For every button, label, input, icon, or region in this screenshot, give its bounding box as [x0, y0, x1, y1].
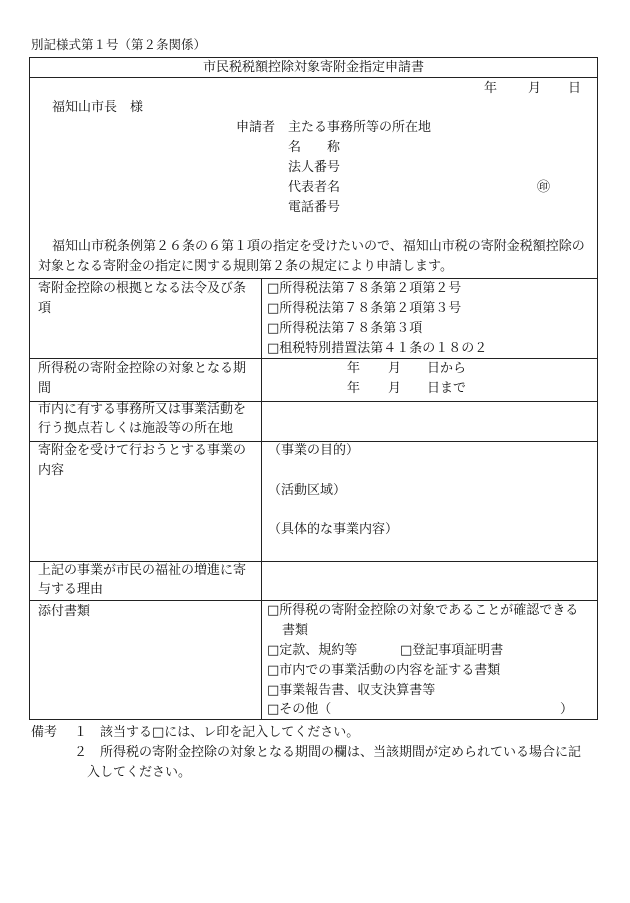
- attachment-option-2[interactable]: □定款、規約等: [267, 643, 358, 658]
- field-representative: 代表者名: [288, 180, 341, 195]
- attachment-option-1[interactable]: □所得税の寄附金控除の対象であることが確認できる: [267, 603, 579, 618]
- project-purpose: （事業の目的）: [268, 443, 360, 458]
- attachment-option-3[interactable]: □登記事項証明書: [400, 643, 504, 658]
- law-basis-label-1: 寄附金控除の根拠となる法令及び条: [38, 281, 247, 296]
- period-to-year: 年: [347, 381, 361, 396]
- row-divider-law: [29, 278, 598, 279]
- welfare-label-1: 上記の事業が市民の福祉の増進に寄: [38, 563, 247, 578]
- attachment-option-1-cont: 書類: [282, 623, 309, 638]
- title-divider: [29, 77, 598, 78]
- period-to-month: 月: [388, 381, 402, 396]
- field-address: 主たる事務所等の所在地: [288, 120, 432, 135]
- period-label-1: 所得税の寄附金控除の対象となる期: [38, 361, 247, 376]
- law-basis-label-2: 項: [38, 301, 52, 316]
- note-1-text: 該当する□には、レ印を記入してください。: [100, 725, 360, 740]
- attachment-option-other[interactable]: □その他（: [267, 702, 332, 717]
- period-from-month: 月: [388, 361, 402, 376]
- note-2-number: ２: [74, 745, 88, 760]
- form-code: 別記様式第１号（第２条関係）: [31, 37, 207, 52]
- period-label-2: 間: [38, 381, 52, 396]
- application-form: [29, 57, 598, 720]
- attachments-label: 添付書類: [38, 604, 91, 619]
- office-label-2: 行う拠点若しくは施設等の所在地: [38, 421, 234, 436]
- note-1-number: １: [74, 725, 88, 740]
- note-2-text-cont: 入してください。: [87, 765, 192, 780]
- field-phone: 電話番号: [288, 200, 341, 215]
- row-divider-attachments: [29, 600, 598, 601]
- office-label-1: 市内に有する事務所又は事業活動を: [38, 402, 247, 417]
- date-day: 日: [568, 81, 582, 96]
- request-text-line-1: 福知山市税条例第２６条の６第１項の指定を受けたいので、福知山市税の寄附金税額控除の: [52, 239, 585, 254]
- law-option-3[interactable]: □所得税法第７８条第３項: [267, 321, 423, 336]
- applicant-label: 申請者: [236, 120, 276, 135]
- seal-mark: ㊞: [537, 180, 551, 195]
- law-option-1[interactable]: □所得税法第７８条第２項第２号: [267, 281, 462, 296]
- welfare-label-2: 与する理由: [38, 582, 104, 597]
- project-label-2: 内容: [38, 463, 65, 478]
- period-from-year: 年: [347, 361, 361, 376]
- field-name: 名 称: [288, 140, 341, 155]
- date-year: 年: [484, 81, 498, 96]
- addressee: 福知山市長 様: [52, 100, 144, 115]
- period-to-day: 日まで: [427, 381, 467, 396]
- attachment-option-5[interactable]: □事業報告書、収支決算書等: [267, 683, 436, 698]
- note-2-text: 所得税の寄附金控除の対象となる期間の欄は、当該期間が定められている場合に記: [100, 745, 582, 760]
- period-from-day: 日から: [427, 361, 467, 376]
- row-divider-welfare: [29, 561, 598, 562]
- field-corporate-number: 法人番号: [288, 160, 341, 175]
- request-text-line-2: 対象となる寄附金の指定に関する規則第２条の規定により申請します。: [38, 259, 453, 274]
- law-option-4[interactable]: □租税特別措置法第４１条の１８の２: [267, 341, 488, 356]
- notes-label: 備考: [31, 725, 58, 740]
- project-detail: （具体的な事業内容）: [268, 522, 399, 537]
- project-area: （活動区域）: [268, 483, 347, 498]
- column-divider: [261, 278, 262, 720]
- law-option-2[interactable]: □所得税法第７８条第２項第３号: [267, 301, 462, 316]
- project-label-1: 寄附金を受けて行おうとする事業の: [38, 443, 247, 458]
- form-title: 市民税税額控除対象寄附金指定申請書: [202, 60, 424, 75]
- row-divider-period: [29, 358, 598, 359]
- attachment-other-close: ）: [560, 702, 574, 717]
- date-month: 月: [528, 81, 542, 96]
- row-divider-project: [29, 441, 598, 442]
- attachment-option-4[interactable]: □市内での事業活動の内容を証する書類: [267, 663, 501, 678]
